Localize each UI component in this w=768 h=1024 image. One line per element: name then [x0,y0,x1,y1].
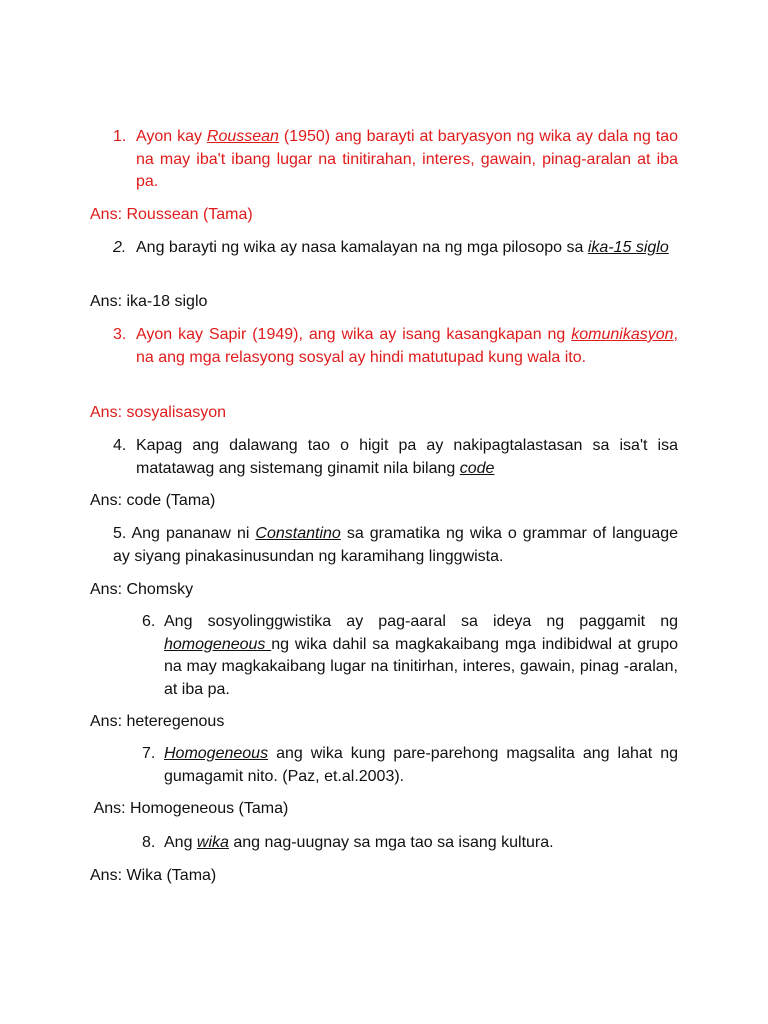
answer-line: Ans: Wika (Tama) [90,867,217,884]
key-term: Roussean [206,128,279,145]
question-text: Homogeneous ang wika kung pare-parehong magsalita ang lahat ng gumagamit nito. (Paz, et.al.2003). [164,745,678,785]
answer-line: Ans: sosyalisasyon [90,404,227,421]
key-term: wika [196,834,229,851]
question-number: 1. [113,128,127,145]
answer-line: Ans: Chomsky [90,581,194,598]
question-item [113,523,678,568]
question-text: Ayon kay Roussean (1950) ang barayti at baryasyon ng wika ay dala ng tao na may iba't ibang lugar na tinitirahan, interes, gawain, pinag-aralan at iba pa. [136,128,678,190]
key-term: Constantino [255,525,341,542]
question-item [142,611,678,701]
question-number: 3. [113,326,127,343]
question-text: Ang wika ang nag-uugnay sa mga tao sa isang kultura. [164,834,554,851]
answer-line: Ans: code (Tama) [90,492,216,509]
answer-line: Ans: Roussean (Tama) [90,206,253,223]
question-item [113,324,678,369]
question-number: 2. [113,239,127,256]
question-item [113,435,678,480]
question-text: Ayon kay Sapir (1949), ang wika ay isang kasangkapan ng komunikasyon, na ang mga relasyong sosyal ay hindi matutupad kung wala ito. [136,326,678,366]
question-number: 7. [142,745,156,762]
question-number: 8. [142,834,156,851]
question-text: Ang barayti ng wika ay nasa kamalayan na ng mga pilosopo sa ika-15 siglo [136,239,669,256]
question-text: Ang sosyolinggwistika ay pag-aaral sa ideya ng paggamit ng homogeneous ng wika dahil sa magkakaibang mga indibidwal at grupo na may magkakaibang lugar na tinitirhan, interes, gawain, pinag -aralan, at iba pa. [164,613,679,698]
answer-line: Ans: heteregenous [90,713,225,730]
question-number: 4. [113,437,127,454]
question-number: 5. [113,525,127,542]
question-item [113,126,678,194]
key-term: homogeneous [164,635,272,653]
question-text: Ang pananaw ni Constantino sa gramatika ng wika o grammar of language ay siyang pinakasinusundan ng karamihang linggwista. [113,525,679,565]
question-text: Kapag ang dalawang tao o higit pa ay nakipagtalastasan sa isa't isa matatawag ang sistemang ginamit nila bilang code [136,437,678,477]
question-number: 6. [142,613,156,630]
key-term: code [459,459,495,477]
answer-line: Ans: Homogeneous (Tama) [90,800,289,817]
question-item [142,832,678,855]
key-term: Homogeneous [164,745,269,762]
key-term: komunikasyon [571,326,674,343]
question-item [142,743,678,788]
key-term: ika-15 siglo [587,239,669,256]
question-item [113,237,678,260]
answer-line: Ans: ika-18 siglo [90,293,208,310]
